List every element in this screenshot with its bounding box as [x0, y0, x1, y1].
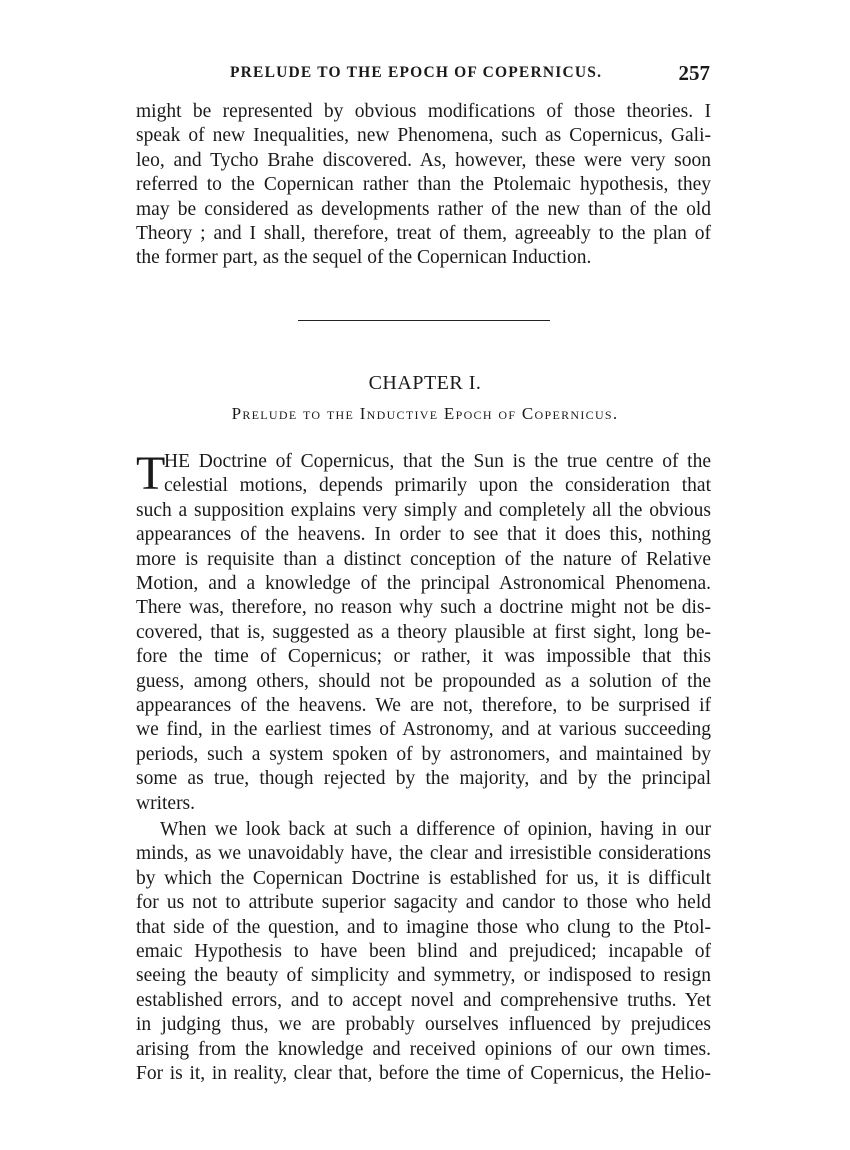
text-line: by which the Copernican Doctrine is established for us, it is difficult [136, 867, 711, 889]
text-line: celestial motions, depends primarily upon the consideration that [164, 475, 711, 497]
text-line: When we look back at such a difference of opinion, having in our [160, 819, 711, 840]
chapter-subtitle: Prelude to the Inductive Epoch of Copernicus. [231, 404, 619, 423]
text-line: we find, in the earliest times of Astronomy, and at various succeeding [136, 719, 711, 741]
text-line: HE Doctrine of Copernicus, that the Sun is the true centre of the [164, 451, 711, 472]
running-head [230, 62, 710, 86]
text-line: the former part, as the sequel of the Copernican Induction. [136, 247, 592, 269]
text-line: some as true, though rejected by the majority, and by the principal [136, 768, 711, 790]
text-line: Theory ; and I shall, therefore, treat of them, agreeably to the plan of [136, 223, 711, 245]
text-line: referred to the Copernican rather than the Ptolemaic hypothesis, they [136, 174, 711, 196]
text-line: more is requisite than a distinct conception of the nature of Relative [136, 548, 711, 570]
paragraph-2 [136, 818, 711, 1086]
drop-cap: T [136, 447, 166, 500]
running-head-title: PRELUDE TO THE EPOCH OF COPERNICUS. [230, 64, 603, 81]
text-line: writers. [136, 792, 196, 814]
intro-paragraph [136, 100, 711, 271]
text-line: established errors, and to accept novel and comprehensive truths. Yet [136, 989, 711, 1011]
text-line: minds, as we unavoidably have, the clear and irresistible considerations [136, 843, 711, 865]
text-line: Motion, and a knowledge of the principal Astronomical Phenomena. [136, 573, 711, 595]
text-line: For is it, in reality, clear that, before the time of Copernicus, the Helio- [136, 1063, 711, 1085]
text-line: periods, such a system spoken of by astronomers, and maintained by [136, 743, 711, 765]
chapter-heading: CHAPTER I. [368, 372, 482, 394]
text-line: such a supposition explains very simply and completely all the obvious [136, 499, 711, 521]
text-line: for us not to attribute superior sagacity and candor to those who held [136, 892, 711, 914]
text-line: arising from the knowledge and received opinions of our own times. [136, 1038, 711, 1060]
text-line: covered, that is, suggested as a theory plausible at first sight, long be- [136, 621, 711, 643]
text-line: might be represented by obvious modifications of those theories. I [136, 101, 711, 122]
text-line: There was, therefore, no reason why such a doctrine might not be dis- [136, 597, 711, 619]
text-line: appearances of the heavens. We are not, therefore, to be surprised if [136, 695, 711, 717]
text-line: speak of new Inequalities, new Phenomena, such as Copernicus, Gali- [136, 125, 711, 147]
text-line: that side of the question, and to imagine those who clung to the Ptol- [136, 916, 711, 938]
paragraph-1 [136, 447, 711, 816]
text-line: leo, and Tycho Brahe discovered. As, however, these were very soon [136, 149, 711, 171]
text-line: emaic Hypothesis to have been blind and prejudiced; incapable of [136, 941, 711, 963]
text-line: guess, among others, should not be propounded as a solution of the [136, 670, 711, 692]
section-divider [298, 320, 550, 321]
text-line: appearances of the heavens. In order to see that it does this, nothing [136, 524, 711, 546]
page-number: 257 [678, 61, 710, 85]
text-line: in judging thus, we are probably ourselves influenced by prejudices [136, 1014, 711, 1036]
text-line: may be considered as developments rather of the new than of the old [136, 198, 711, 220]
text-line: fore the time of Copernicus; or rather, it was impossible that this [136, 646, 711, 668]
text-line: seeing the beauty of simplicity and symmetry, or indisposed to resign [136, 965, 711, 987]
